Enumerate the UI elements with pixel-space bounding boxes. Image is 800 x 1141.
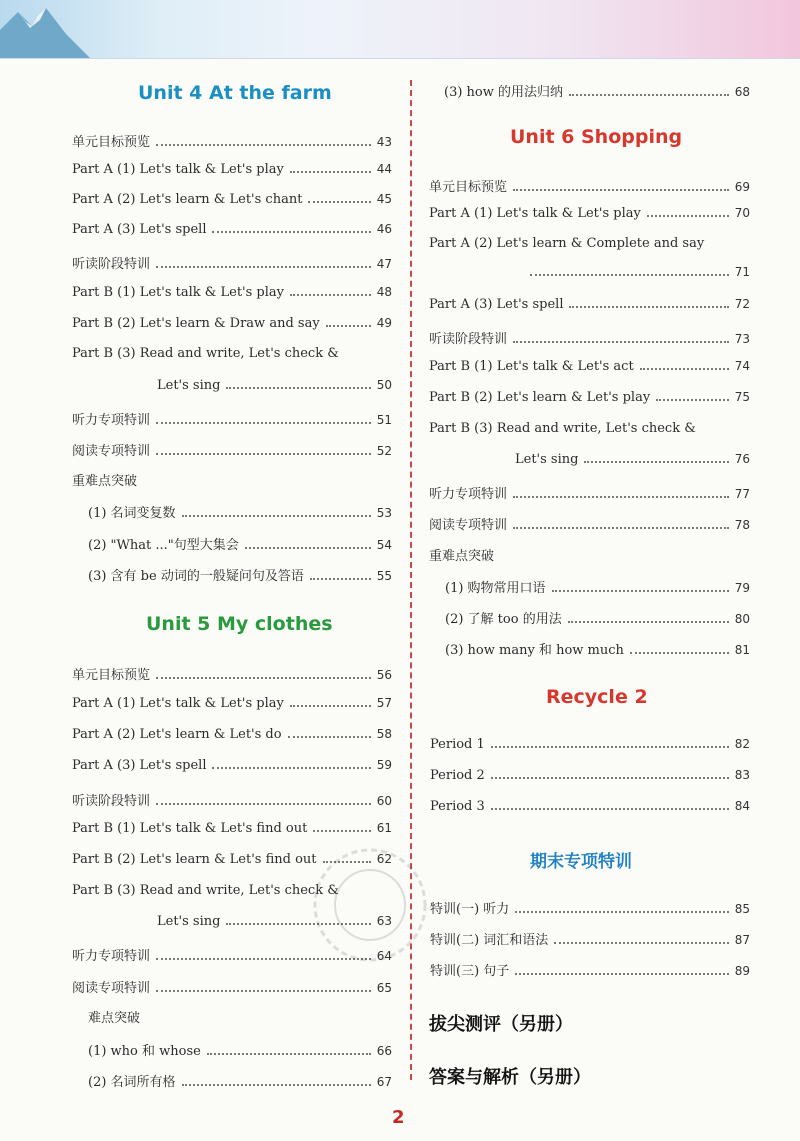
toc-entry [445, 608, 750, 627]
toc-page-number: 83 [734, 768, 750, 782]
toc-entry-label: Part A (3) Let's spell [72, 758, 207, 773]
toc-page-number: 60 [376, 794, 392, 808]
mountain-decoration [0, 0, 120, 58]
toc-entry-label: 特训(一) 听力 [430, 902, 510, 917]
toc-page-number: 85 [734, 902, 750, 916]
toc-entry [88, 1071, 392, 1090]
toc-page-number: 63 [376, 914, 392, 928]
dot-leader [569, 94, 729, 96]
recycle2-title: Recycle 2 [546, 686, 648, 708]
toc-entry [429, 236, 750, 251]
dot-leader [640, 368, 729, 370]
toc-entry [72, 131, 392, 150]
toc-entry-label: Part B (1) Let's talk & Let's find out [72, 821, 308, 836]
toc-entry [157, 378, 392, 393]
toc-entry [429, 483, 750, 502]
dot-leader [513, 189, 729, 191]
dot-leader [156, 422, 371, 424]
toc-entry-label: (2) 了解 too 的用法 [445, 612, 562, 627]
dot-leader [207, 1053, 371, 1055]
toc-entry [430, 960, 750, 979]
toc-entry-label: 难点突破 [88, 1011, 141, 1026]
toc-page-number: 77 [734, 487, 750, 501]
toc-entry-label: (2) "What ..."句型大集会 [88, 538, 239, 553]
toc-page-number: 70 [734, 206, 750, 220]
toc-entry [72, 192, 392, 207]
unit4-title: Unit 4 At the farm [138, 82, 332, 104]
toc-entry-label: Part B (3) Read and write, Let's check & [429, 421, 696, 436]
toc-entry-label: 单元目标预览 [429, 180, 508, 195]
answers-label: 答案与解析（另册） [429, 1067, 591, 1088]
toc-entry-label: 阅读专项特训 [72, 981, 151, 996]
toc-page-number: 74 [734, 359, 750, 373]
toc-entry-label: 单元目标预览 [72, 135, 151, 150]
toc-entry [72, 222, 392, 237]
toc-entry [430, 929, 750, 948]
toc-entry-label: Period 2 [430, 768, 485, 783]
toc-entry-label: 单元目标预览 [72, 668, 151, 683]
toc-entry [72, 821, 392, 836]
toc-entry [444, 81, 750, 100]
toc-entry [429, 206, 750, 221]
dot-leader [156, 677, 371, 679]
toc-page-number: 44 [376, 162, 392, 176]
toc-entry-label: 听力专项特训 [72, 413, 151, 428]
toc-page-number: 59 [376, 758, 392, 772]
toc-entry [429, 390, 750, 405]
toc-entry [88, 1040, 392, 1059]
toc-entry [429, 359, 750, 374]
toc-entry [429, 421, 750, 436]
toc-entry [72, 470, 392, 489]
toc-page-number: 54 [376, 538, 392, 552]
toc-entry-label: Part A (1) Let's talk & Let's play [429, 206, 641, 221]
dot-leader [156, 990, 371, 992]
header-band [0, 0, 800, 58]
dot-leader [156, 144, 371, 146]
toc-page-number: 76 [734, 452, 750, 466]
toc-entry [88, 565, 392, 584]
dot-leader [156, 453, 371, 455]
toc-entry-label: Let's sing [157, 378, 221, 393]
toc-entry-label: 阅读专项特训 [429, 518, 508, 533]
toc-entry [72, 727, 392, 742]
toc-entry-label: (3) 含有 be 动词的一般疑问句及答语 [88, 569, 304, 584]
toc-entry [524, 265, 750, 279]
dot-leader [530, 274, 729, 276]
extra-test-label: 拔尖测评（另册） [429, 1014, 573, 1035]
dot-leader [290, 294, 371, 296]
dot-leader [569, 306, 728, 308]
dot-leader [313, 830, 370, 832]
toc-entry-label: 听力专项特训 [429, 487, 508, 502]
dot-leader [515, 973, 728, 975]
toc-page-number: 47 [376, 257, 392, 271]
toc-entry [445, 577, 750, 596]
toc-entry [72, 758, 392, 773]
toc-page-number: 58 [376, 727, 392, 741]
toc-entry-label: Let's sing [515, 452, 579, 467]
toc-page-number: 55 [376, 569, 392, 583]
toc-entry-label: Part B (1) Let's talk & Let's play [72, 285, 284, 300]
toc-entry-label: Part B (2) Let's learn & Let's find out [72, 852, 317, 867]
page-number: 2 [392, 1107, 405, 1128]
toc-page-number: 56 [376, 668, 392, 682]
toc-page-number: 50 [376, 378, 392, 392]
dot-leader [156, 803, 371, 805]
toc-entry [429, 297, 750, 312]
dot-leader [584, 461, 728, 463]
toc-entry-label: Part B (2) Let's learn & Draw and say [72, 316, 320, 331]
toc-entry [72, 977, 392, 996]
toc-entry [429, 514, 750, 533]
toc-entry-label: Period 3 [430, 799, 485, 814]
toc-page-number: 80 [734, 612, 750, 626]
final-training-title: 期末专项特训 [530, 852, 632, 872]
toc-page-number: 65 [376, 981, 392, 995]
toc-entry [430, 898, 750, 917]
dot-leader [513, 527, 729, 529]
watermark-stamp [290, 845, 450, 965]
toc-page-number: 62 [376, 852, 392, 866]
dot-leader [326, 325, 371, 327]
toc-entry-label: Part A (2) Let's learn & Let's do [72, 727, 282, 742]
toc-entry [429, 176, 750, 195]
toc-entry-label: 阅读专项特训 [72, 444, 151, 459]
dot-leader [513, 496, 729, 498]
toc-entry-label: 听力专项特训 [72, 949, 151, 964]
toc-entry [430, 768, 750, 783]
toc-entry [72, 440, 392, 459]
toc-entry [72, 790, 392, 809]
toc-entry-label: (3) how 的用法归纳 [444, 85, 564, 100]
toc-page-number: 82 [734, 737, 750, 751]
toc-page-number: 49 [376, 316, 392, 330]
dot-leader [647, 215, 729, 217]
toc-entry [72, 285, 392, 300]
toc-entry-label: Let's sing [157, 914, 221, 929]
toc-page-number: 68 [734, 85, 750, 99]
toc-page-number: 48 [376, 285, 392, 299]
toc-entry-label: 重难点突破 [429, 549, 495, 564]
dot-leader [515, 911, 728, 913]
dot-leader [310, 578, 371, 580]
toc-entry-label: 听读阶段特训 [72, 794, 151, 809]
toc-entry-label: Part B (3) Read and write, Let's check & [72, 346, 339, 361]
dot-leader [656, 399, 729, 401]
toc-page-number: 81 [734, 643, 750, 657]
toc-entry-label: Part B (2) Let's learn & Let's play [429, 390, 651, 405]
toc-entry [88, 502, 392, 521]
toc-page-number: 57 [376, 696, 392, 710]
toc-page-number: 78 [734, 518, 750, 532]
toc-entry [429, 545, 750, 564]
dot-leader [182, 1084, 371, 1086]
toc-entry [515, 452, 750, 467]
toc-entry [72, 346, 392, 361]
toc-entry-label: (2) 名词所有格 [88, 1075, 176, 1090]
toc-entry [72, 696, 392, 711]
dot-leader [182, 515, 371, 517]
dot-leader [552, 590, 729, 592]
toc-entry-label: Period 1 [430, 737, 485, 752]
toc-entry-label: (3) how many 和 how much [445, 643, 624, 658]
toc-page-number: 73 [734, 332, 750, 346]
toc-page-number: 72 [734, 297, 750, 311]
toc-entry-label: Part B (1) Let's talk & Let's act [429, 359, 634, 374]
toc-page-number: 87 [734, 933, 750, 947]
unit5-title: Unit 5 My clothes [146, 613, 333, 635]
toc-entry-label: 特训(二) 词汇和语法 [430, 933, 549, 948]
toc-page-number: 61 [376, 821, 392, 835]
dot-leader [513, 341, 729, 343]
dot-leader [491, 777, 729, 779]
toc-entry-label: Part A (2) Let's learn & Let's chant [72, 192, 303, 207]
toc-entry [72, 409, 392, 428]
toc-entry [72, 253, 392, 272]
toc-entry [72, 162, 392, 177]
toc-entry-label: Part A (3) Let's spell [429, 297, 564, 312]
unit6-title: Unit 6 Shopping [510, 126, 683, 148]
dot-leader [245, 547, 371, 549]
toc-entry-label: (1) who 和 whose [88, 1044, 201, 1059]
toc-entry [88, 1007, 392, 1026]
toc-page-number: 52 [376, 444, 392, 458]
dot-leader [212, 231, 370, 233]
toc-entry-label: Part A (1) Let's talk & Let's play [72, 162, 284, 177]
dot-leader [290, 171, 371, 173]
dot-leader [212, 767, 370, 769]
toc-entry-label: Part B (3) Read and write, Let's check & [72, 883, 339, 898]
toc-page-number: 71 [734, 265, 750, 279]
toc-entry-label: 重难点突破 [72, 474, 138, 489]
toc-page-number: 45 [376, 192, 392, 206]
toc-page-number: 64 [376, 949, 392, 963]
toc-entry-label: Part A (2) Let's learn & Complete and say [429, 236, 705, 251]
dot-leader [290, 705, 371, 707]
toc-entry-label: Part A (1) Let's talk & Let's play [72, 696, 284, 711]
toc-entry [445, 639, 750, 658]
toc-page-number: 79 [734, 581, 750, 595]
toc-entry [72, 664, 392, 683]
dot-leader [156, 266, 371, 268]
header-rule [0, 58, 800, 59]
toc-page-number: 46 [376, 222, 392, 236]
toc-entry-label: 特训(三) 句子 [430, 964, 510, 979]
toc-page-number: 69 [734, 180, 750, 194]
toc-entry [72, 316, 392, 331]
toc-page-number: 67 [376, 1075, 392, 1089]
toc-page-number: 75 [734, 390, 750, 404]
toc-entry [430, 799, 750, 814]
dot-leader [554, 942, 728, 944]
toc-entry [430, 737, 750, 752]
toc-page-number: 66 [376, 1044, 392, 1058]
toc-entry-label: 听读阶段特训 [429, 332, 508, 347]
toc-page-number: 89 [734, 964, 750, 978]
dot-leader [308, 201, 370, 203]
toc-entry-label: Part A (3) Let's spell [72, 222, 207, 237]
dot-leader [491, 808, 729, 810]
toc-entry-label: (1) 名词变复数 [88, 506, 176, 521]
toc-entry [88, 534, 392, 553]
toc-page-number: 84 [734, 799, 750, 813]
toc-page-number: 51 [376, 413, 392, 427]
toc-entry-label: (1) 购物常用口语 [445, 581, 546, 596]
dot-leader [226, 387, 370, 389]
toc-page-number: 53 [376, 506, 392, 520]
dot-leader [491, 746, 729, 748]
dot-leader [568, 621, 729, 623]
toc-page-number: 43 [376, 135, 392, 149]
dot-leader [288, 736, 371, 738]
toc-entry [429, 328, 750, 347]
dot-leader [630, 652, 729, 654]
toc-entry-label: 听读阶段特训 [72, 257, 151, 272]
